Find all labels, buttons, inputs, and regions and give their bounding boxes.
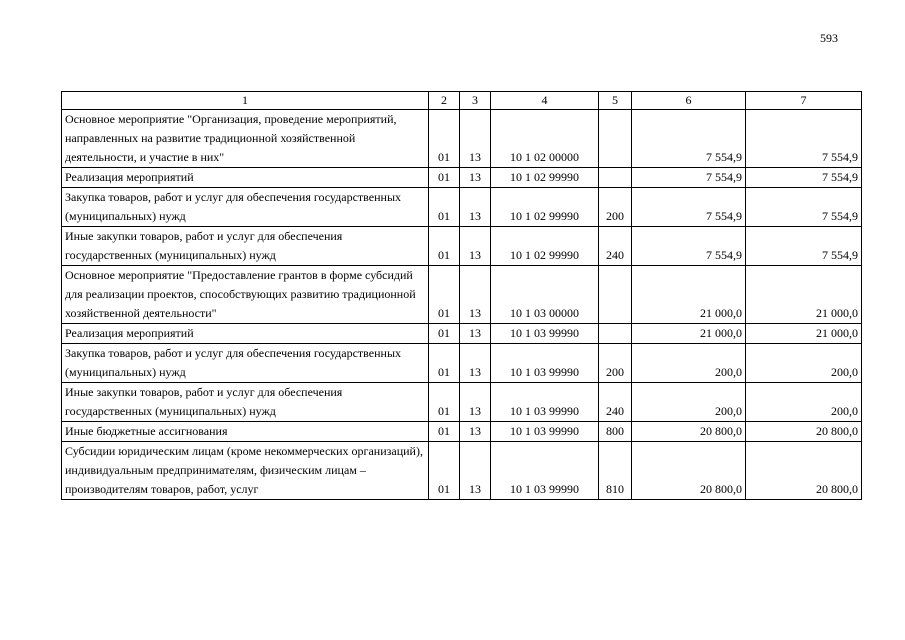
row-section: 01 bbox=[429, 168, 460, 188]
header-col-3: 3 bbox=[460, 92, 491, 110]
row-amount-1: 200,0 bbox=[632, 344, 746, 383]
table-row bbox=[62, 168, 862, 188]
header-col-5: 5 bbox=[599, 92, 632, 110]
row-target-code: 10 1 02 99990 bbox=[491, 168, 599, 188]
page-number: 593 bbox=[820, 31, 838, 45]
row-subsection: 13 bbox=[460, 266, 491, 324]
row-target-code: 10 1 03 99990 bbox=[491, 383, 599, 422]
row-subsection: 13 bbox=[460, 383, 491, 422]
row-section: 01 bbox=[429, 227, 460, 266]
row-subsection: 13 bbox=[460, 110, 491, 168]
table-row bbox=[62, 442, 862, 500]
table-row bbox=[62, 266, 862, 324]
row-name: Основное мероприятие "Организация, проведение мероприятий, направленных на развитие традиционной хозяйственной деятельности, и участие в них" bbox=[62, 110, 429, 168]
row-expense-type bbox=[599, 324, 632, 344]
row-amount-1: 21 000,0 bbox=[632, 266, 746, 324]
table-row bbox=[62, 110, 862, 168]
row-name: Иные закупки товаров, работ и услуг для обеспечения государственных (муниципальных) нужд bbox=[62, 383, 429, 422]
row-amount-2: 7 554,9 bbox=[746, 227, 862, 266]
table-row bbox=[62, 188, 862, 227]
row-amount-1: 7 554,9 bbox=[632, 168, 746, 188]
row-expense-type bbox=[599, 168, 632, 188]
row-target-code: 10 1 02 00000 bbox=[491, 110, 599, 168]
row-name: Иные бюджетные ассигнования bbox=[62, 422, 429, 442]
row-amount-1: 7 554,9 bbox=[632, 110, 746, 168]
row-subsection: 13 bbox=[460, 324, 491, 344]
row-amount-1: 20 800,0 bbox=[632, 442, 746, 500]
row-subsection: 13 bbox=[460, 188, 491, 227]
header-col-6: 6 bbox=[632, 92, 746, 110]
row-subsection: 13 bbox=[460, 344, 491, 383]
row-name: Основное мероприятие "Предоставление грантов в форме субсидий для реализации проектов, способствующих развитию традиционной хозяйственной деятельности" bbox=[62, 266, 429, 324]
row-section: 01 bbox=[429, 442, 460, 500]
row-subsection: 13 bbox=[460, 168, 491, 188]
row-target-code: 10 1 03 00000 bbox=[491, 266, 599, 324]
row-name: Закупка товаров, работ и услуг для обеспечения государственных (муниципальных) нужд bbox=[62, 344, 429, 383]
row-name: Реализация мероприятий bbox=[62, 324, 429, 344]
row-section: 01 bbox=[429, 422, 460, 442]
row-subsection: 13 bbox=[460, 227, 491, 266]
header-col-2: 2 bbox=[429, 92, 460, 110]
row-name: Субсидии юридическим лицам (кроме некоммерческих организаций), индивидуальным предпринимателям, физическим лицам – производителям товаров, работ, услуг bbox=[62, 442, 429, 500]
row-expense-type: 200 bbox=[599, 188, 632, 227]
row-amount-2: 200,0 bbox=[746, 383, 862, 422]
row-name: Реализация мероприятий bbox=[62, 168, 429, 188]
row-section: 01 bbox=[429, 266, 460, 324]
row-subsection: 13 bbox=[460, 422, 491, 442]
row-amount-2: 20 800,0 bbox=[746, 422, 862, 442]
header-col-4: 4 bbox=[491, 92, 599, 110]
row-amount-2: 7 554,9 bbox=[746, 188, 862, 227]
row-subsection: 13 bbox=[460, 442, 491, 500]
row-section: 01 bbox=[429, 110, 460, 168]
table-row bbox=[62, 344, 862, 383]
row-amount-1: 21 000,0 bbox=[632, 324, 746, 344]
row-amount-1: 7 554,9 bbox=[632, 188, 746, 227]
row-section: 01 bbox=[429, 383, 460, 422]
row-expense-type: 800 bbox=[599, 422, 632, 442]
row-amount-2: 21 000,0 bbox=[746, 324, 862, 344]
table-row bbox=[62, 422, 862, 442]
row-amount-2: 7 554,9 bbox=[746, 168, 862, 188]
row-target-code: 10 1 03 99990 bbox=[491, 442, 599, 500]
table-header-row bbox=[62, 92, 862, 110]
table-row bbox=[62, 324, 862, 344]
header-col-7: 7 bbox=[746, 92, 862, 110]
table-row bbox=[62, 383, 862, 422]
row-target-code: 10 1 03 99990 bbox=[491, 422, 599, 442]
row-section: 01 bbox=[429, 344, 460, 383]
row-amount-2: 20 800,0 bbox=[746, 442, 862, 500]
row-target-code: 10 1 02 99990 bbox=[491, 227, 599, 266]
header-col-1: 1 bbox=[62, 92, 429, 110]
row-name: Закупка товаров, работ и услуг для обеспечения государственных (муниципальных) нужд bbox=[62, 188, 429, 227]
row-expense-type: 240 bbox=[599, 227, 632, 266]
row-expense-type: 810 bbox=[599, 442, 632, 500]
row-name: Иные закупки товаров, работ и услуг для обеспечения государственных (муниципальных) нужд bbox=[62, 227, 429, 266]
row-expense-type bbox=[599, 266, 632, 324]
row-amount-1: 20 800,0 bbox=[632, 422, 746, 442]
row-target-code: 10 1 03 99990 bbox=[491, 344, 599, 383]
row-target-code: 10 1 02 99990 bbox=[491, 188, 599, 227]
row-amount-1: 200,0 bbox=[632, 383, 746, 422]
row-target-code: 10 1 03 99990 bbox=[491, 324, 599, 344]
row-amount-2: 200,0 bbox=[746, 344, 862, 383]
row-expense-type: 200 bbox=[599, 344, 632, 383]
row-section: 01 bbox=[429, 324, 460, 344]
row-amount-1: 7 554,9 bbox=[632, 227, 746, 266]
row-amount-2: 7 554,9 bbox=[746, 110, 862, 168]
row-amount-2: 21 000,0 bbox=[746, 266, 862, 324]
budget-table bbox=[61, 91, 862, 500]
row-section: 01 bbox=[429, 188, 460, 227]
table-row bbox=[62, 227, 862, 266]
row-expense-type bbox=[599, 110, 632, 168]
row-expense-type: 240 bbox=[599, 383, 632, 422]
